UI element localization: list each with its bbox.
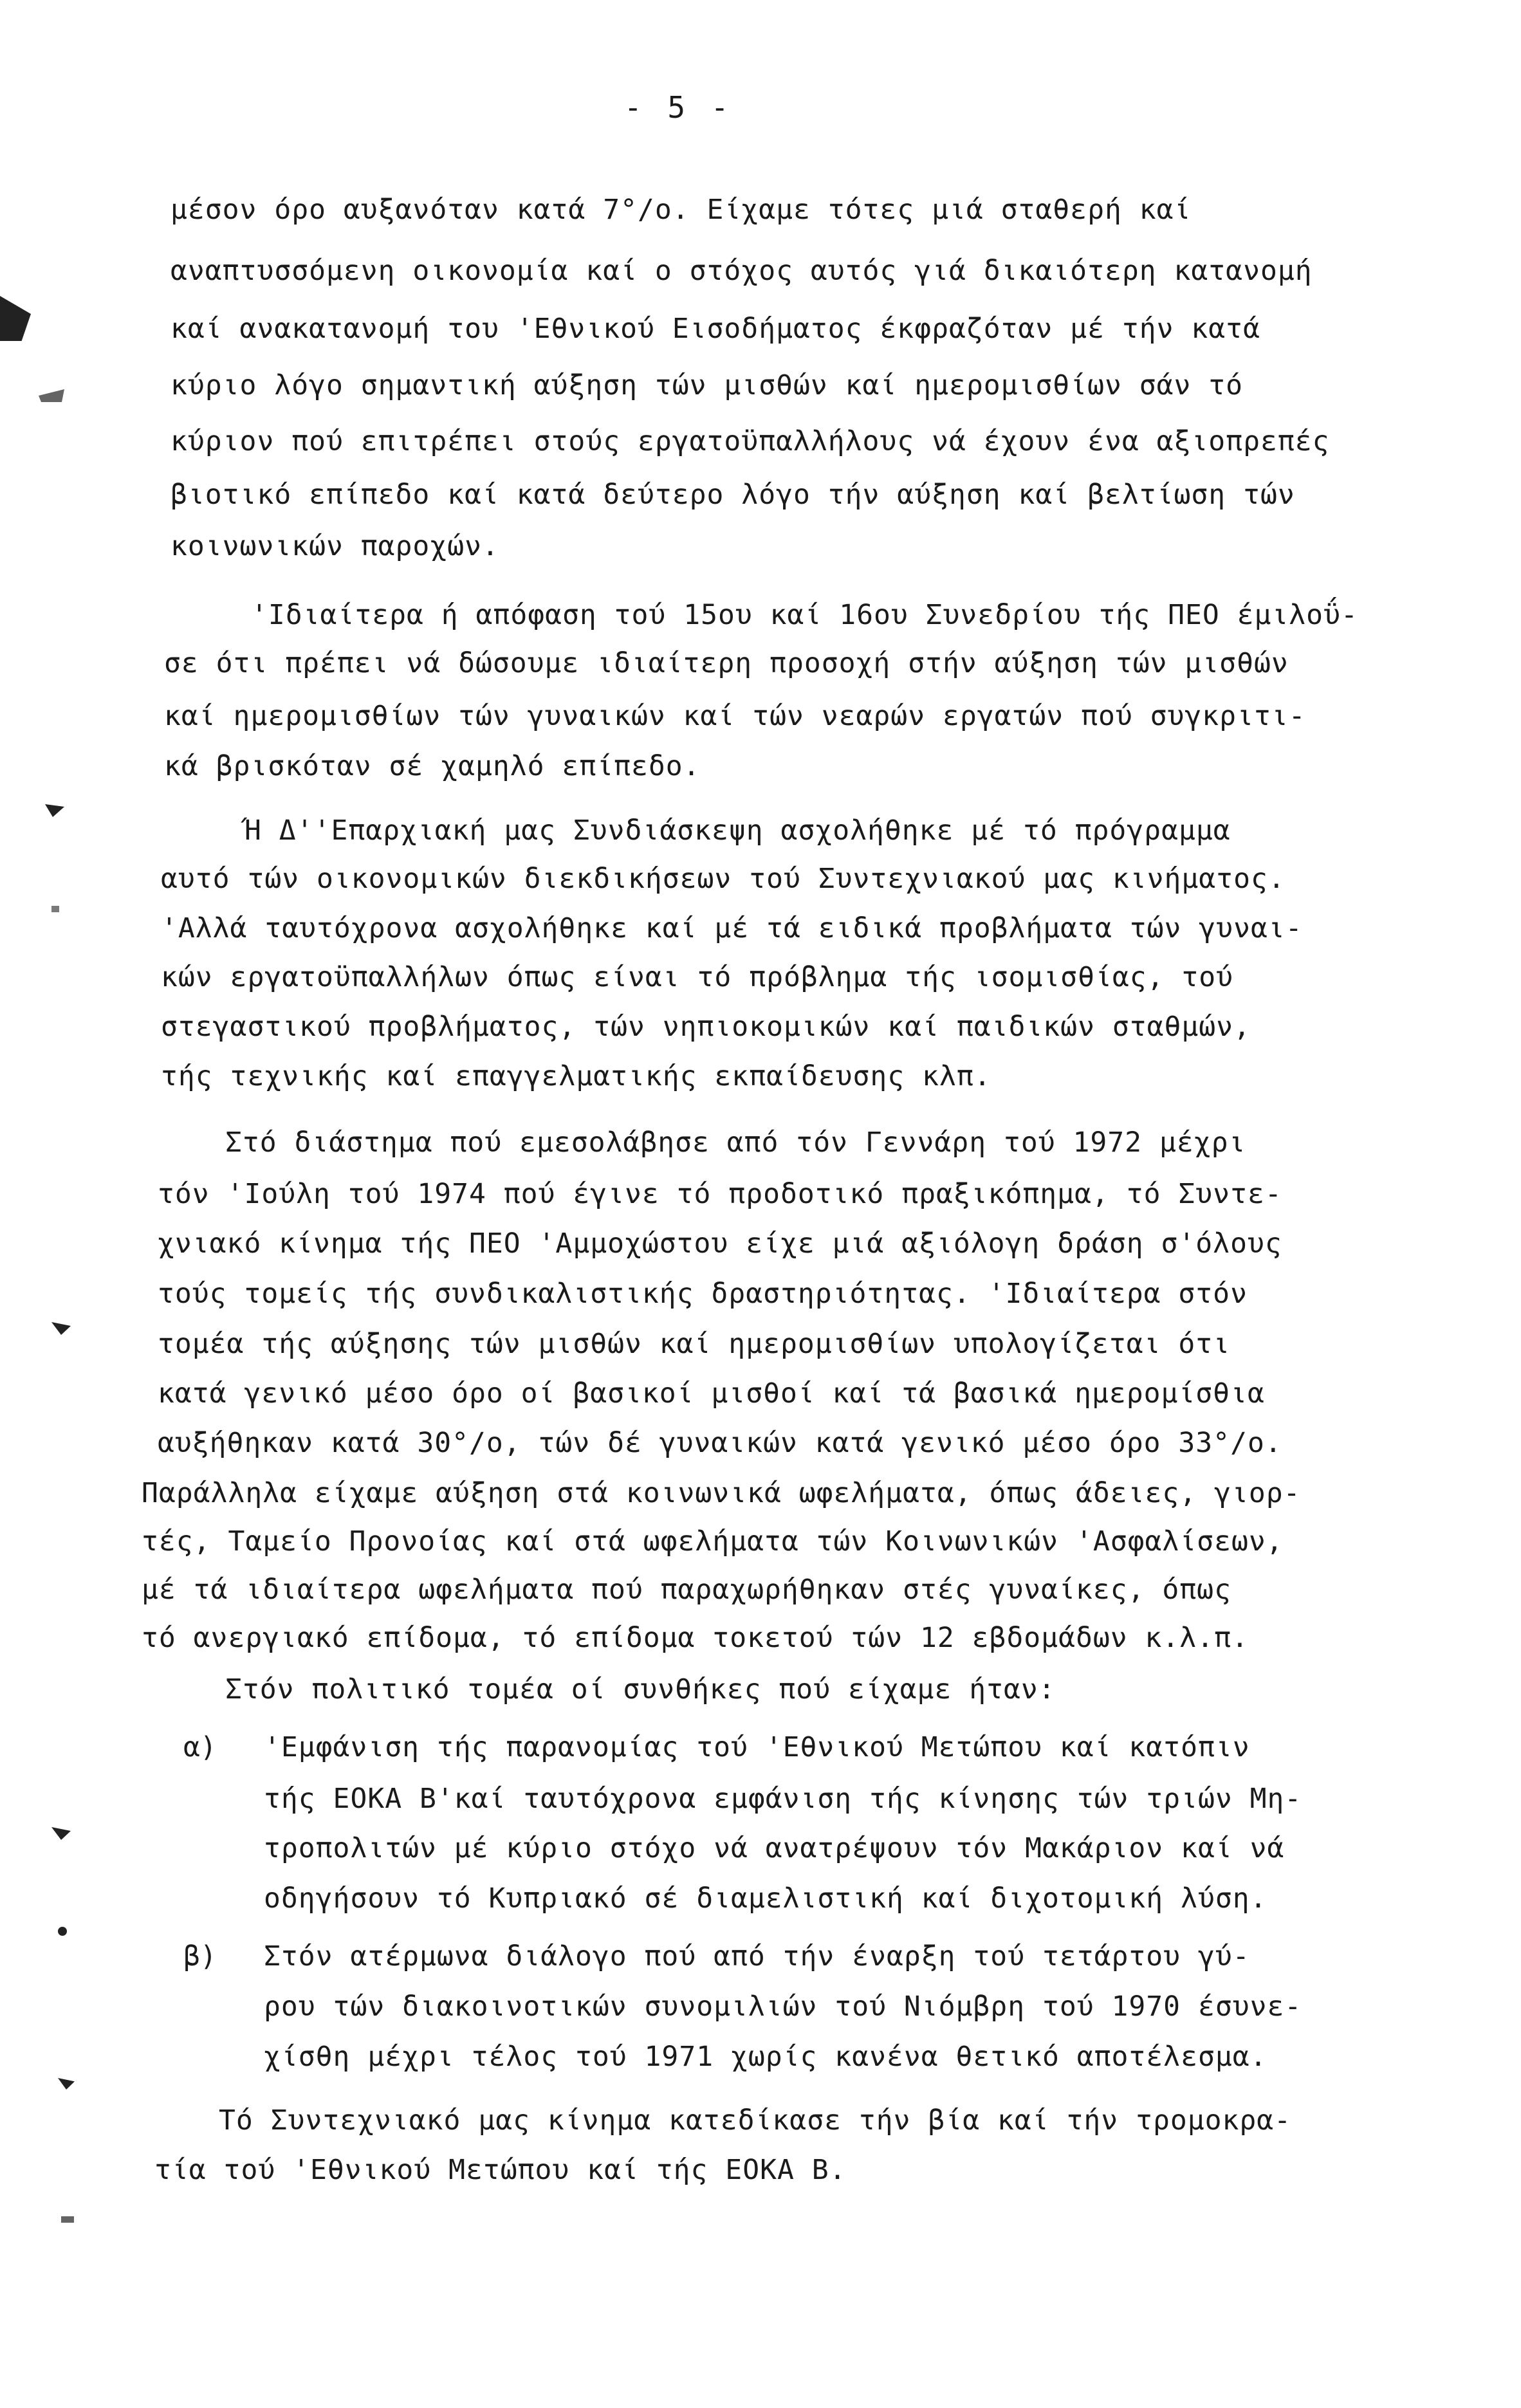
scan-artifact-mark [51,906,59,912]
text-line: βιοτικό επίπεδο καί κατά δεύτερο λόγο τήν αύξηση καί βελτίωση τών [171,479,1295,511]
text-line: 'Αλλά ταυτόχρονα ασχολήθηκε καί μέ τά ειδικά προβλήματα τών γυναι- [161,912,1303,944]
text-line: 'Ιδιαίτερα ή απόφαση τού 15ου καί 16ου Συνεδρίου τής ΠΕΟ έμιλοΰ- [251,599,1358,631]
text-line: τομέα τής αύξησης τών μισθών καί ημερομισθίων υπολογίζεται ότι [158,1328,1231,1360]
text-line: κατά γενικό μέσο όρο οί βασικοί μισθοί καί τά βασικά ημερομίσθια [158,1377,1265,1410]
text-line: 'Εμφάνιση τής παρανομίας τού 'Εθνικού Μετώπου καί κατόπιν [264,1731,1250,1763]
text-line: αυτό τών οικονομικών διεκδικήσεων τού Συντεχνιακού μας κινήματος. [161,863,1286,895]
page-number: - 5 - [624,90,733,125]
scan-artifact-mark [45,804,64,817]
text-line: τούς τομείς τής συνδικαλιστικής δραστηριότητας. 'Ιδιαίτερα στόν [158,1278,1248,1310]
text-line: αυξήθηκαν κατά 30°/ο, τών δέ γυναικών κατά γενικό μέσο όρο 33°/ο. [158,1427,1282,1459]
text-line: Στό διάστημα πού εμεσολάβησε από τόν Γεννάρη τού 1972 μέχρι [225,1126,1246,1159]
text-line: καί ανακατανομή του 'Εθνικού Εισοδήματος έκφραζόταν μέ τήν κατά [171,313,1260,345]
text-line: ρου τών διακοινοτικών συνομιλιών τού Νιόμβρη τού 1970 έσυνε- [264,1990,1302,2023]
text-line: κύριο λόγο σημαντική αύξηση τών μισθών καί ημερομισθίων σάν τό [171,369,1244,401]
text-line: κών εργατοϋπαλλήλων όπως είναι τό πρόβλημα τής ισομισθίας, τού [161,961,1234,993]
scan-artifact-mark [58,1927,67,1936]
scan-artifact-mark [0,296,31,341]
text-line: σε ότι πρέπει νά δώσουμε ιδιαίτερη προσοχή στήν αύξηση τών μισθών [164,647,1289,679]
text-line: Στόν ατέρμωνα διάλογο πού από τήν έναρξη τού τετάρτου γύ- [264,1940,1250,1972]
scan-artifact-mark [51,1827,71,1840]
text-line: κοινωνικών παροχών. [171,530,499,562]
text-line: τό ανεργιακό επίδομα, τό επίδομα τοκετού τών 12 εβδομάδων κ.λ.π. [142,1622,1249,1654]
text-line: τία τού 'Εθνικού Μετώπου καί τής ΕΟΚΑ Β. [154,2154,847,2186]
text-line: Παράλληλα είχαμε αύξηση στά κοινωνικά ωφελήματα, όπως άδειες, γιορ- [142,1477,1301,1509]
scan-artifact-mark [51,1322,71,1335]
text-line: κά βρισκόταν σέ χαμηλό επίπεδο. [164,750,701,782]
text-line: τόν 'Ιούλη τού 1974 πού έγινε τό προδοτικό πραξικόπημα, τό Συντε- [158,1178,1282,1210]
text-line: χνιακό κίνημα τής ΠΕΟ 'Αμμοχώστου είχε μιά αξιόλογη δράση σ'όλους [158,1227,1282,1260]
text-line: τροπολιτών μέ κύριο στόχο νά ανατρέψουν τόν Μακάριον καί νά [264,1832,1285,1864]
text-line: οδηγήσουν τό Κυπριακό σέ διαμελιστική καί διχοτομική λύση. [264,1882,1268,1915]
text-line: καί ημερομισθίων τών γυναικών καί τών νεαρών εργατών πού συγκριτι- [164,700,1306,732]
text-line: τής ΕΟΚΑ Β'καί ταυτόχρονα εμφάνιση τής κίνησης τών τριών Μη- [264,1783,1302,1815]
list-item-label: α) [183,1731,217,1763]
text-line: κύριον πού επιτρέπει στούς εργατοϋπαλλήλους νά έχουν ένα αξιοπρεπές [171,425,1330,457]
text-line: μέσον όρο αυξανόταν κατά 7°/ο. Είχαμε τότες μιά σταθερή καί [171,194,1192,226]
text-line: τής τεχνικής καί επαγγελματικής εκπαίδευσης κλπ. [161,1060,991,1092]
scan-artifact-mark [58,2078,75,2090]
list-item-label: β) [183,1940,217,1972]
text-line: Ή Δ''Επαρχιακή μας Συνδιάσκεψη ασχολήθηκε μέ τό πρόγραμμα [244,814,1231,847]
text-line: Τό Συντεχνιακό μας κίνημα κατεδίκασε τήν βία καί τήν τρομοκρα- [219,2104,1292,2137]
text-line: τές, Ταμείο Προνοίας καί στά ωφελήματα τών Κοινωνικών 'Ασφαλίσεων, [142,1525,1284,1558]
text-line: Στόν πολιτικό τομέα οί συνθήκες πού είχαμε ήταν: [225,1673,1056,1705]
scan-artifact-mark [61,2216,74,2223]
text-line: στεγαστικού προβλήματος, τών νηπιοκομικών καί παιδικών σταθμών, [161,1011,1251,1043]
text-line: χίσθη μέχρι τέλος τού 1971 χωρίς κανένα θετικό αποτέλεσμα. [264,2041,1268,2073]
scan-artifact-mark [39,389,64,402]
text-line: αναπτυσσόμενη οικονομία καί ο στόχος αυτός γιά δικαιότερη κατανομή [171,255,1313,287]
text-line: μέ τά ιδιαίτερα ωφελήματα πού παραχωρήθηκαν στές γυναίκες, όπως [142,1574,1231,1606]
